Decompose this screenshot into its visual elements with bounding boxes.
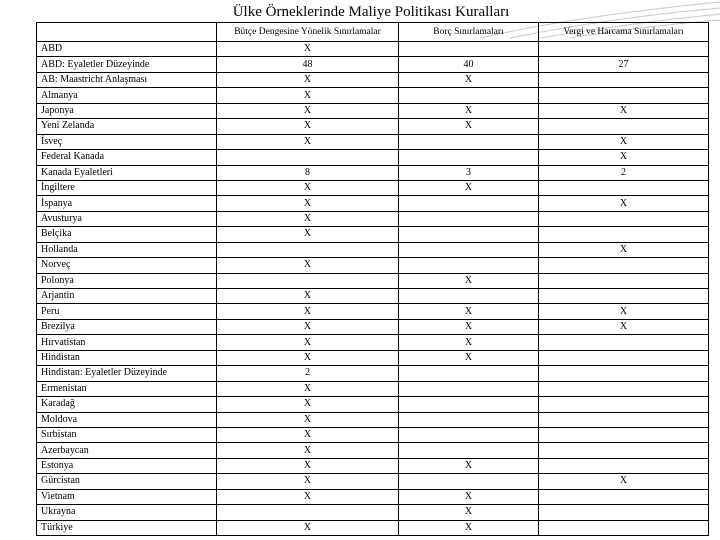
rule-cell [539, 119, 709, 134]
rule-cell [539, 381, 709, 396]
rule-cell [539, 258, 709, 273]
rule-cell: X [399, 505, 539, 520]
rule-cell [539, 520, 709, 535]
rule-cell: X [217, 304, 399, 319]
rule-cell: X [539, 319, 709, 334]
rule-cell [539, 227, 709, 242]
table-row [37, 505, 709, 520]
table-row [37, 150, 709, 165]
country-cell: Peru [37, 304, 217, 319]
table-row [37, 258, 709, 273]
rule-cell [539, 443, 709, 458]
rule-cell [217, 150, 399, 165]
rule-cell [399, 381, 539, 396]
table-row [37, 227, 709, 242]
rule-cell [399, 474, 539, 489]
country-cell: Türkiye [37, 520, 217, 535]
rule-cell: X [217, 88, 399, 103]
country-cell: Karadağ [37, 397, 217, 412]
country-cell: Sırbistan [37, 427, 217, 442]
rule-cell [539, 366, 709, 381]
rule-cell: X [399, 72, 539, 87]
rule-cell: X [217, 103, 399, 118]
rule-cell [399, 289, 539, 304]
country-cell: İspanya [37, 196, 217, 211]
slide-left-margin [0, 0, 35, 540]
rule-cell [399, 242, 539, 257]
table-row [37, 335, 709, 350]
rule-cell [399, 227, 539, 242]
table-row [37, 180, 709, 195]
rule-cell: X [399, 520, 539, 535]
country-cell: Japonya [37, 103, 217, 118]
country-cell: Polonya [37, 273, 217, 288]
table-row [37, 474, 709, 489]
rule-cell: X [217, 458, 399, 473]
table-row [37, 42, 709, 57]
table-row [37, 211, 709, 226]
country-cell: ABD: Eyaletler Düzeyinde [37, 57, 217, 72]
rule-cell [399, 42, 539, 57]
country-cell: Federal Kanada [37, 150, 217, 165]
header-budget-balance: Bütçe Dengesine Yönelik Sınırlamalar [217, 23, 399, 42]
rule-cell [399, 258, 539, 273]
table-row [37, 88, 709, 103]
country-cell: İsveç [37, 134, 217, 149]
rule-cell: X [217, 180, 399, 195]
rule-cell: 8 [217, 165, 399, 180]
country-cell: ABD [37, 42, 217, 57]
rule-cell: X [399, 304, 539, 319]
table-row [37, 196, 709, 211]
country-cell: Hollanda [37, 242, 217, 257]
rule-cell [539, 397, 709, 412]
rule-cell: X [539, 150, 709, 165]
rule-cell: X [217, 474, 399, 489]
table-header-row [37, 23, 709, 42]
country-cell: Moldova [37, 412, 217, 427]
rule-cell: X [217, 397, 399, 412]
header-debt-limits: Borç Sınırlamaları [399, 23, 539, 42]
rule-cell: X [217, 196, 399, 211]
rule-cell [217, 505, 399, 520]
table-row [37, 350, 709, 365]
rule-cell: X [217, 443, 399, 458]
rule-cell [539, 42, 709, 57]
rule-cell: X [399, 319, 539, 334]
table-row [37, 57, 709, 72]
country-cell: Kanada Eyaletleri [37, 165, 217, 180]
header-tax-spending-limits: Vergi ve Harcama Sınırlamaları [539, 23, 709, 42]
rule-cell: X [399, 273, 539, 288]
table-row [37, 72, 709, 87]
country-cell: Almanya [37, 88, 217, 103]
table-row [37, 381, 709, 396]
table-row [37, 289, 709, 304]
table-row [37, 366, 709, 381]
rule-cell: 27 [539, 57, 709, 72]
rule-cell [539, 458, 709, 473]
country-cell: Vietnam [37, 489, 217, 504]
rule-cell: X [539, 242, 709, 257]
rule-cell: X [217, 119, 399, 134]
country-cell: Arjantin [37, 289, 217, 304]
rule-cell [399, 150, 539, 165]
rule-cell: X [217, 42, 399, 57]
country-cell: İngiltere [37, 180, 217, 195]
rule-cell: X [217, 381, 399, 396]
rule-cell: X [217, 258, 399, 273]
rule-cell: 2 [217, 366, 399, 381]
rule-cell: X [217, 211, 399, 226]
rule-cell: X [399, 489, 539, 504]
rule-cell [539, 412, 709, 427]
table-row [37, 134, 709, 149]
rule-cell: X [217, 134, 399, 149]
table-row [37, 103, 709, 118]
country-cell: Ukrayna [37, 505, 217, 520]
country-cell: Yeni Zelanda [37, 119, 217, 134]
rule-cell [399, 211, 539, 226]
rule-cell: 3 [399, 165, 539, 180]
rule-cell: X [217, 289, 399, 304]
rule-cell: 2 [539, 165, 709, 180]
rule-cell: X [399, 180, 539, 195]
rule-cell [539, 427, 709, 442]
table-row [37, 489, 709, 504]
rule-cell [539, 289, 709, 304]
rule-cell [399, 427, 539, 442]
country-cell: Brezilya [37, 319, 217, 334]
rule-cell [539, 72, 709, 87]
table-row [37, 119, 709, 134]
country-cell: Estonya [37, 458, 217, 473]
rule-cell [539, 88, 709, 103]
rule-cell: X [217, 520, 399, 535]
rule-cell [539, 505, 709, 520]
rule-cell [539, 211, 709, 226]
rule-cell: X [217, 427, 399, 442]
country-cell: Belçika [37, 227, 217, 242]
page-title: Ülke Örneklerinde Maliye Politikası Kuralları [232, 4, 510, 20]
table-row [37, 458, 709, 473]
rule-cell: 48 [217, 57, 399, 72]
rule-cell: X [399, 103, 539, 118]
rule-cell [539, 489, 709, 504]
rule-cell: X [217, 412, 399, 427]
rule-cell: X [399, 458, 539, 473]
country-cell: Hindistan [37, 350, 217, 365]
rule-cell: X [539, 134, 709, 149]
rule-cell [217, 273, 399, 288]
country-cell: Gürcistan [37, 474, 217, 489]
rule-cell: X [539, 103, 709, 118]
table-row [37, 427, 709, 442]
rule-cell [539, 180, 709, 195]
country-cell: Ermenistan [37, 381, 217, 396]
rule-cell: X [399, 119, 539, 134]
rule-cell [399, 88, 539, 103]
rule-cell [399, 134, 539, 149]
rule-cell [539, 350, 709, 365]
rule-cell: X [217, 227, 399, 242]
rule-cell: X [217, 335, 399, 350]
table-row [37, 412, 709, 427]
rule-cell: X [539, 304, 709, 319]
country-cell: Hindistan: Eyaletler Düzeyinde [37, 366, 217, 381]
rule-cell [399, 443, 539, 458]
rule-cell: 40 [399, 57, 539, 72]
rule-cell [399, 397, 539, 412]
table-row [37, 273, 709, 288]
table-row [37, 242, 709, 257]
country-cell: Norveç [37, 258, 217, 273]
rule-cell: X [217, 72, 399, 87]
rule-cell [539, 335, 709, 350]
header-country [37, 23, 217, 42]
country-cell: AB: Maastricht Anlaşması [37, 72, 217, 87]
table-row [37, 319, 709, 334]
country-cell: Avusturya [37, 211, 217, 226]
country-cell: Hırvatistan [37, 335, 217, 350]
rule-cell: X [217, 350, 399, 365]
rule-cell: X [399, 335, 539, 350]
rule-cell [399, 196, 539, 211]
rule-cell: X [539, 196, 709, 211]
table-row [37, 443, 709, 458]
rule-cell: X [217, 319, 399, 334]
fiscal-rules-table [36, 22, 709, 536]
table-row [37, 165, 709, 180]
table-body [37, 42, 709, 536]
rule-cell: X [217, 489, 399, 504]
table-row [37, 520, 709, 535]
rule-cell [217, 242, 399, 257]
country-cell: Azerbaycan [37, 443, 217, 458]
rule-cell [399, 412, 539, 427]
table-row [37, 397, 709, 412]
rule-cell: X [539, 474, 709, 489]
rule-cell: X [399, 350, 539, 365]
rule-cell [399, 366, 539, 381]
rule-cell [539, 273, 709, 288]
table-row [37, 304, 709, 319]
